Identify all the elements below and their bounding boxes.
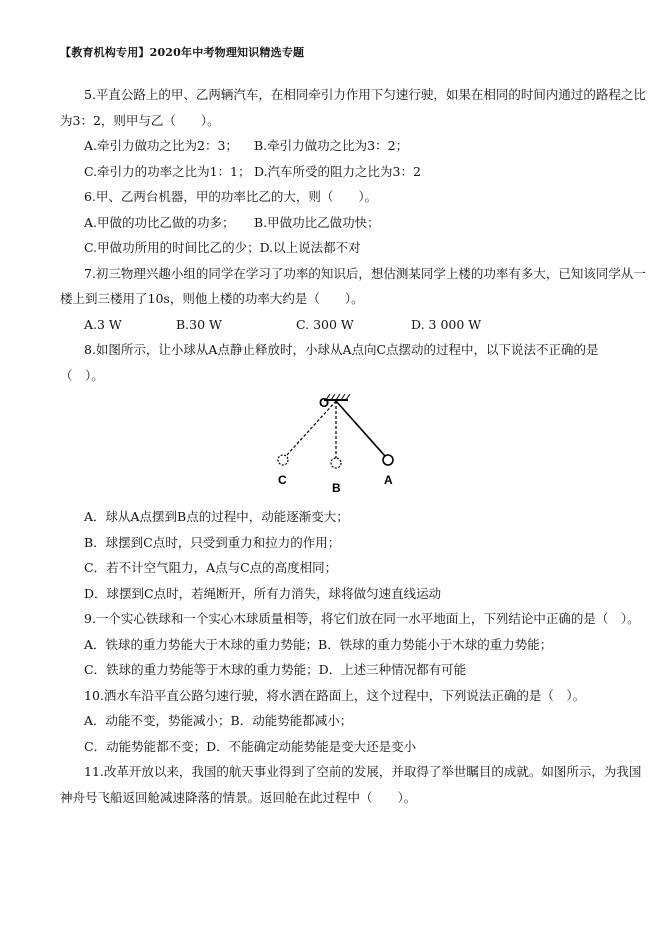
- q6-option-a: A.甲做的功比乙做的功多；: [84, 214, 235, 230]
- q8-option-b: B．球摆到C点时，只受到重力和拉力的作用；: [84, 534, 341, 550]
- q9-stem: 9.一个实心铁球和一个实心木球质量相等，将它们放在同一水平地面上，下列结论中正确的是（ ）。: [84, 611, 640, 626]
- label-a: A: [384, 473, 393, 487]
- q11-stem-line1: 11.改革开放以来，我国的航天事业得到了空前的发展，并取得了举世瞩目的成就。如图所示，为我国: [84, 764, 642, 779]
- pendulum-diagram: [268, 392, 408, 498]
- pendulum-figure: [60, 392, 608, 502]
- string-to-a: [336, 401, 385, 456]
- q10-stem: 10.洒水车沿平直公路匀速行驶，将水洒在路面上，这个过程中，下列说法正确的是（ ）。: [84, 687, 586, 703]
- label-o: O: [319, 395, 330, 410]
- q5-option-c: C.牵引力的功率之比为1：1；: [84, 163, 251, 179]
- q5-options-row2: [60, 159, 608, 185]
- q8-stem-line1: 8.如图所示，让小球从A点静止释放时，小球从A点向C点摆动的过程中，以下说法不正确的是: [84, 342, 599, 357]
- q8-option-c: C．若不计空气阻力，A点与C点的高度相同；: [84, 560, 338, 575]
- q10-option-cd: C．动能势能都不变；D．不能确定动能势能是变大还是变小: [84, 738, 417, 754]
- q8-option-a: A．球从A点摆到B点的过程中，动能逐渐变大；: [84, 509, 349, 524]
- q8-stem-line2: （ ）。: [60, 367, 104, 383]
- ball-a: [383, 455, 393, 465]
- q6-option-cd: C.甲做功所用的时间比乙的少；D.以上说法都不对: [84, 240, 361, 255]
- q8-option-d: D．球摆到C点时，若绳断开，所有力消失，球将做匀速直线运动: [84, 585, 442, 601]
- ball-c: [278, 455, 288, 465]
- q11-stem-line2: 神舟号飞船返回舱减速降落的情景。返回舱在此过程中（ ）。: [60, 789, 417, 805]
- q9-option-cd: C．铁球的重力势能等于木球的重力势能；D．上述三种情况都有可能: [84, 662, 467, 677]
- q7-options: [60, 312, 608, 338]
- q5-option-d: D.汽车所受的阻力之比为3：2: [254, 163, 421, 179]
- q5-stem-line2: 为3：2，则甲与乙（ ）。: [60, 112, 220, 128]
- label-c: C: [278, 473, 287, 487]
- q7-option-a: A.3 W: [84, 316, 122, 332]
- q10-option-ab: A．动能不变，势能减小；B．动能势能都减小；: [84, 713, 353, 728]
- q5-option-b: B.牵引力做功之比为3：2；: [254, 138, 409, 153]
- q6-stem: 6.甲、乙两台机器，甲的功率比乙的大，则（ ）。: [84, 189, 378, 204]
- label-b: B: [332, 481, 341, 495]
- q5-stem-line1: 5.平直公路上的甲、乙两辆汽车，在相同牵引力作用下匀速行驶，如果在相同的时间内通过的路程之比: [84, 87, 646, 102]
- q5-options-row1: [60, 133, 608, 159]
- ball-b: [331, 458, 341, 468]
- q6-options-row1: [60, 210, 608, 236]
- document-header: 【教育机构专用】2020年中考物理知识精选专题: [60, 46, 305, 59]
- q9-option-ab: A．铁球的重力势能大于木球的重力势能；B．铁球的重力势能小于木球的重力势能；: [84, 636, 553, 652]
- question-list: [60, 82, 646, 810]
- q7-stem-line1: 7.初三物理兴趣小组的同学在学习了功率的知识后，想估测某同学上楼的功率有多大，已知该同学从一: [84, 265, 646, 281]
- q5-option-a: A.牵引力做功之比为2：3；: [84, 138, 238, 153]
- q7-option-d: D. 3 000 W: [411, 316, 482, 332]
- q7-option-b: B.30 W: [176, 316, 222, 332]
- q7-stem-line2: 楼上到三楼用了10s，则他上楼的功率大约是（ ）。: [60, 291, 364, 306]
- q7-option-c: C. 300 W: [296, 316, 354, 332]
- q6-option-b: B.甲做功比乙做功快；: [254, 214, 380, 230]
